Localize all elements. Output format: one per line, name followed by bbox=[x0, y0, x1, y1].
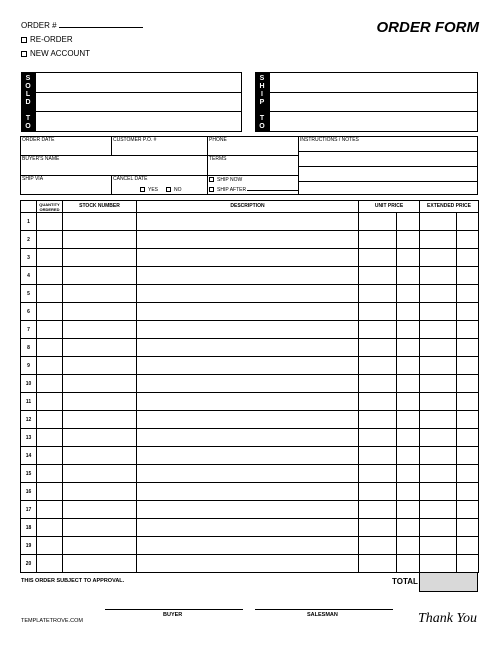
ship-to-letter: I bbox=[261, 91, 263, 98]
quantity-cell[interactable] bbox=[37, 483, 63, 501]
table-row bbox=[21, 519, 479, 537]
terms-label: TERMS bbox=[209, 156, 227, 162]
description-cell[interactable] bbox=[137, 465, 359, 483]
quantity-cell[interactable] bbox=[37, 537, 63, 555]
ship-to-box[interactable] bbox=[269, 72, 478, 132]
quantity-cell[interactable] bbox=[37, 339, 63, 357]
description-cell[interactable] bbox=[137, 267, 359, 285]
description-cell[interactable] bbox=[137, 213, 359, 231]
row-number: 1 bbox=[21, 213, 37, 231]
unit-price-cents-cell[interactable] bbox=[397, 429, 420, 447]
unit-price-cell[interactable] bbox=[359, 321, 397, 339]
new-account-option[interactable] bbox=[21, 49, 90, 58]
extended-price-cell[interactable] bbox=[420, 303, 457, 321]
sold-to-letter: S bbox=[25, 75, 31, 82]
description-cell[interactable] bbox=[137, 429, 359, 447]
extended-price-cents-cell[interactable] bbox=[457, 465, 479, 483]
stock-number-cell[interactable] bbox=[63, 411, 137, 429]
table-row bbox=[21, 501, 479, 519]
description-header: DESCRIPTION bbox=[137, 201, 359, 213]
extended-price-cell[interactable] bbox=[420, 519, 457, 537]
stock-number-cell[interactable] bbox=[63, 447, 137, 465]
description-cell[interactable] bbox=[137, 411, 359, 429]
description-cell[interactable] bbox=[137, 555, 359, 573]
row-number: 14 bbox=[21, 447, 37, 465]
unit-price-cents-cell[interactable] bbox=[397, 339, 420, 357]
extended-price-cell[interactable] bbox=[420, 213, 457, 231]
quantity-cell[interactable] bbox=[37, 429, 63, 447]
stock-number-cell[interactable] bbox=[63, 267, 137, 285]
ship-to-letter: S bbox=[259, 75, 265, 82]
unit-price-cents-cell[interactable] bbox=[397, 555, 420, 573]
unit-price-cell[interactable] bbox=[359, 465, 397, 483]
stock-number-cell[interactable] bbox=[63, 393, 137, 411]
quantity-cell[interactable] bbox=[37, 285, 63, 303]
row-number: 3 bbox=[21, 249, 37, 267]
unit-price-cell[interactable] bbox=[359, 447, 397, 465]
unit-price-cell[interactable] bbox=[359, 339, 397, 357]
quantity-cell[interactable] bbox=[37, 501, 63, 519]
stock-number-cell[interactable] bbox=[63, 213, 137, 231]
stock-number-cell[interactable] bbox=[63, 285, 137, 303]
unit-price-cents-cell[interactable] bbox=[397, 501, 420, 519]
unit-price-cell[interactable] bbox=[359, 555, 397, 573]
extended-price-cents-cell[interactable] bbox=[457, 429, 479, 447]
extended-price-cents-cell[interactable] bbox=[457, 285, 479, 303]
stock-number-cell[interactable] bbox=[63, 537, 137, 555]
unit-price-cell[interactable] bbox=[359, 357, 397, 375]
row-number: 13 bbox=[21, 429, 37, 447]
extended-price-cents-cell[interactable] bbox=[457, 213, 479, 231]
ship-to-letter: H bbox=[259, 83, 265, 90]
extended-price-cell[interactable] bbox=[420, 465, 457, 483]
unit-price-cents-cell[interactable] bbox=[397, 483, 420, 501]
unit-price-cell[interactable] bbox=[359, 249, 397, 267]
sold-to-letter: T bbox=[25, 115, 31, 122]
unit-price-cell[interactable] bbox=[359, 267, 397, 285]
table-row bbox=[21, 357, 479, 375]
instructions-label: INSTRUCTIONS / NOTES bbox=[300, 137, 359, 143]
reorder-option[interactable] bbox=[21, 35, 73, 44]
quantity-cell[interactable] bbox=[37, 303, 63, 321]
description-cell[interactable] bbox=[137, 375, 359, 393]
extended-price-cell[interactable] bbox=[420, 357, 457, 375]
quantity-cell[interactable] bbox=[37, 357, 63, 375]
new-account-checkbox[interactable] bbox=[21, 51, 27, 57]
extended-price-cents-cell[interactable] bbox=[457, 321, 479, 339]
unit-price-cents-cell[interactable] bbox=[397, 537, 420, 555]
quantity-cell[interactable] bbox=[37, 411, 63, 429]
table-row bbox=[21, 231, 479, 249]
table-row bbox=[21, 465, 479, 483]
description-cell[interactable] bbox=[137, 519, 359, 537]
thank-you-text: Thank You bbox=[417, 611, 477, 626]
unit-price-cents-cell[interactable] bbox=[397, 357, 420, 375]
extended-price-header: EXTENDED PRICE bbox=[420, 201, 479, 213]
description-cell[interactable] bbox=[137, 483, 359, 501]
unit-price-cell[interactable] bbox=[359, 483, 397, 501]
stock-number-cell[interactable] bbox=[63, 339, 137, 357]
description-cell[interactable] bbox=[137, 285, 359, 303]
stock-number-header: STOCK NUMBER bbox=[63, 201, 137, 213]
quantity-cell[interactable] bbox=[37, 447, 63, 465]
quantity-cell[interactable] bbox=[37, 465, 63, 483]
order-number-label: ORDER # bbox=[21, 21, 143, 30]
yes-option[interactable]: YES bbox=[140, 187, 158, 193]
extended-price-cents-cell[interactable] bbox=[457, 501, 479, 519]
ship-to-letter: T bbox=[259, 115, 265, 122]
total-field[interactable] bbox=[419, 572, 478, 592]
table-row bbox=[21, 375, 479, 393]
buyer-signature-label: BUYER bbox=[163, 612, 183, 618]
quantity-cell[interactable] bbox=[37, 519, 63, 537]
extended-price-cell[interactable] bbox=[420, 393, 457, 411]
extended-price-cents-cell[interactable] bbox=[457, 483, 479, 501]
total-label: TOTAL bbox=[392, 577, 418, 586]
unit-price-header: UNIT PRICE bbox=[359, 201, 420, 213]
extended-price-cell[interactable] bbox=[420, 447, 457, 465]
unit-price-cell[interactable] bbox=[359, 501, 397, 519]
table-row bbox=[21, 429, 479, 447]
sold-to-letter: O bbox=[25, 123, 31, 130]
extended-price-cents-cell[interactable] bbox=[457, 411, 479, 429]
row-number: 5 bbox=[21, 285, 37, 303]
row-number: 18 bbox=[21, 519, 37, 537]
stock-number-cell[interactable] bbox=[63, 429, 137, 447]
quantity-cell[interactable] bbox=[37, 375, 63, 393]
unit-price-cents-cell[interactable] bbox=[397, 267, 420, 285]
extended-price-cents-cell[interactable] bbox=[457, 393, 479, 411]
row-number: 17 bbox=[21, 501, 37, 519]
unit-price-cents-cell[interactable] bbox=[397, 519, 420, 537]
ship-to-letter: O bbox=[259, 123, 265, 130]
row-number: 7 bbox=[21, 321, 37, 339]
items-table bbox=[20, 200, 479, 573]
extended-price-cents-cell[interactable] bbox=[457, 537, 479, 555]
row-number: 9 bbox=[21, 357, 37, 375]
extended-price-cell[interactable] bbox=[420, 285, 457, 303]
stock-number-cell[interactable] bbox=[63, 465, 137, 483]
unit-price-cell[interactable] bbox=[359, 393, 397, 411]
table-row bbox=[21, 303, 479, 321]
description-cell[interactable] bbox=[137, 393, 359, 411]
extended-price-cell[interactable] bbox=[420, 411, 457, 429]
unit-price-cents-cell[interactable] bbox=[397, 375, 420, 393]
extended-price-cell[interactable] bbox=[420, 267, 457, 285]
sold-to-letter: O bbox=[25, 83, 31, 90]
description-cell[interactable] bbox=[137, 339, 359, 357]
row-number: 8 bbox=[21, 339, 37, 357]
extended-price-cell[interactable] bbox=[420, 321, 457, 339]
ship-now-checkbox[interactable] bbox=[209, 177, 214, 182]
unit-price-cents-cell[interactable] bbox=[397, 465, 420, 483]
ship-after-option[interactable]: SHIP AFTER bbox=[209, 187, 299, 193]
no-checkbox[interactable] bbox=[166, 187, 171, 192]
description-cell[interactable] bbox=[137, 447, 359, 465]
table-row bbox=[21, 393, 479, 411]
row-number: 16 bbox=[21, 483, 37, 501]
ship-via-label: SHIP VIA bbox=[22, 176, 44, 182]
buyer-name-label: BUYER'S NAME bbox=[22, 156, 60, 162]
row-number: 15 bbox=[21, 465, 37, 483]
extended-price-cell[interactable] bbox=[420, 339, 457, 357]
description-cell[interactable] bbox=[137, 231, 359, 249]
description-cell[interactable] bbox=[137, 321, 359, 339]
quantity-cell[interactable] bbox=[37, 321, 63, 339]
ship-to-label bbox=[255, 72, 269, 132]
quantity-header: QUANTITY ORDERED bbox=[37, 201, 63, 213]
unit-price-cents-cell[interactable] bbox=[397, 249, 420, 267]
table-row bbox=[21, 339, 479, 357]
row-number: 20 bbox=[21, 555, 37, 573]
stock-number-cell[interactable] bbox=[63, 501, 137, 519]
no-option[interactable]: NO bbox=[166, 187, 182, 193]
approval-note: THIS ORDER SUBJECT TO APPROVAL. bbox=[21, 578, 125, 584]
unit-price-cents-cell[interactable] bbox=[397, 321, 420, 339]
extended-price-cents-cell[interactable] bbox=[457, 249, 479, 267]
unit-price-cents-cell[interactable] bbox=[397, 447, 420, 465]
unit-price-cell[interactable] bbox=[359, 411, 397, 429]
table-row bbox=[21, 321, 479, 339]
row-number: 10 bbox=[21, 375, 37, 393]
sold-to-letter: D bbox=[25, 99, 31, 106]
ship-to-letter: P bbox=[259, 99, 265, 106]
extended-price-cents-cell[interactable] bbox=[457, 555, 479, 573]
quantity-cell[interactable] bbox=[37, 249, 63, 267]
unit-price-cents-cell[interactable] bbox=[397, 231, 420, 249]
sold-to-box[interactable] bbox=[35, 72, 242, 132]
extended-price-cell[interactable] bbox=[420, 231, 457, 249]
extended-price-cents-cell[interactable] bbox=[457, 357, 479, 375]
unit-price-cents-cell[interactable] bbox=[397, 411, 420, 429]
cancel-date-label: CANCEL DATE bbox=[113, 176, 148, 182]
ship-now-option[interactable]: SHIP NOW bbox=[209, 177, 242, 183]
quantity-cell[interactable] bbox=[37, 555, 63, 573]
table-row bbox=[21, 267, 479, 285]
unit-price-cents-cell[interactable] bbox=[397, 303, 420, 321]
extended-price-cell[interactable] bbox=[420, 555, 457, 573]
extended-price-cell[interactable] bbox=[420, 537, 457, 555]
description-cell[interactable] bbox=[137, 501, 359, 519]
reorder-checkbox[interactable] bbox=[21, 37, 27, 43]
unit-price-cell[interactable] bbox=[359, 231, 397, 249]
customer-po-label: CUSTOMER P.O. # bbox=[113, 137, 157, 143]
reorder-label: RE-ORDER bbox=[30, 35, 73, 44]
ship-to-letter bbox=[255, 107, 269, 115]
extended-price-cents-cell[interactable] bbox=[457, 267, 479, 285]
table-row bbox=[21, 537, 479, 555]
row-number: 4 bbox=[21, 267, 37, 285]
extended-price-cell[interactable] bbox=[420, 249, 457, 267]
sold-to-letter: L bbox=[25, 91, 31, 98]
extended-price-cell[interactable] bbox=[420, 375, 457, 393]
unit-price-cents-cell[interactable] bbox=[397, 285, 420, 303]
stock-number-cell[interactable] bbox=[63, 303, 137, 321]
row-number: 6 bbox=[21, 303, 37, 321]
ship-after-checkbox[interactable] bbox=[209, 187, 214, 192]
unit-price-cents-cell[interactable] bbox=[397, 393, 420, 411]
quantity-cell[interactable] bbox=[37, 231, 63, 249]
stock-number-cell[interactable] bbox=[63, 321, 137, 339]
extended-price-cents-cell[interactable] bbox=[457, 447, 479, 465]
new-account-label: NEW ACCOUNT bbox=[30, 49, 90, 58]
extended-price-cell[interactable] bbox=[420, 501, 457, 519]
extended-price-cents-cell[interactable] bbox=[457, 519, 479, 537]
table-row bbox=[21, 249, 479, 267]
table-row bbox=[21, 411, 479, 429]
row-number: 11 bbox=[21, 393, 37, 411]
unit-price-cell[interactable] bbox=[359, 537, 397, 555]
row-number: 19 bbox=[21, 537, 37, 555]
quantity-cell[interactable] bbox=[37, 393, 63, 411]
extended-price-cents-cell[interactable] bbox=[457, 339, 479, 357]
unit-price-cell[interactable] bbox=[359, 375, 397, 393]
unit-price-cents-cell[interactable] bbox=[397, 213, 420, 231]
extended-price-cents-cell[interactable] bbox=[457, 303, 479, 321]
phone-label: PHONE bbox=[209, 137, 227, 143]
quantity-cell[interactable] bbox=[37, 267, 63, 285]
order-date-label: ORDER DATE bbox=[22, 137, 55, 143]
stock-number-cell[interactable] bbox=[63, 357, 137, 375]
stock-number-cell[interactable] bbox=[63, 483, 137, 501]
unit-price-cell[interactable] bbox=[359, 303, 397, 321]
table-row bbox=[21, 447, 479, 465]
table-header-row bbox=[21, 201, 479, 213]
extended-price-cents-cell[interactable] bbox=[457, 231, 479, 249]
stock-number-cell[interactable] bbox=[63, 519, 137, 537]
stock-number-cell[interactable] bbox=[63, 375, 137, 393]
unit-price-cell[interactable] bbox=[359, 429, 397, 447]
salesman-signature-label: SALESMAN bbox=[307, 612, 338, 618]
description-cell[interactable] bbox=[137, 249, 359, 267]
sold-to-letter bbox=[21, 107, 35, 115]
row-number: 2 bbox=[21, 231, 37, 249]
yes-checkbox[interactable] bbox=[140, 187, 145, 192]
extended-price-cents-cell[interactable] bbox=[457, 375, 479, 393]
table-row bbox=[21, 213, 479, 231]
extended-price-cell[interactable] bbox=[420, 483, 457, 501]
stock-number-cell[interactable] bbox=[63, 231, 137, 249]
table-row bbox=[21, 285, 479, 303]
sold-to-label bbox=[21, 72, 35, 132]
order-number-field[interactable] bbox=[59, 27, 143, 28]
row-number: 12 bbox=[21, 411, 37, 429]
stock-number-cell[interactable] bbox=[63, 555, 137, 573]
description-cell[interactable] bbox=[137, 303, 359, 321]
table-row bbox=[21, 555, 479, 573]
unit-price-cell[interactable] bbox=[359, 285, 397, 303]
unit-price-cell[interactable] bbox=[359, 519, 397, 537]
quantity-cell[interactable] bbox=[37, 213, 63, 231]
extended-price-cell[interactable] bbox=[420, 429, 457, 447]
stock-number-cell[interactable] bbox=[63, 249, 137, 267]
page-title: ORDER FORM bbox=[376, 19, 479, 36]
unit-price-cell[interactable] bbox=[359, 213, 397, 231]
description-cell[interactable] bbox=[137, 357, 359, 375]
description-cell[interactable] bbox=[137, 537, 359, 555]
website-credit: TEMPLATETROVE.COM bbox=[21, 618, 83, 624]
table-row bbox=[21, 483, 479, 501]
